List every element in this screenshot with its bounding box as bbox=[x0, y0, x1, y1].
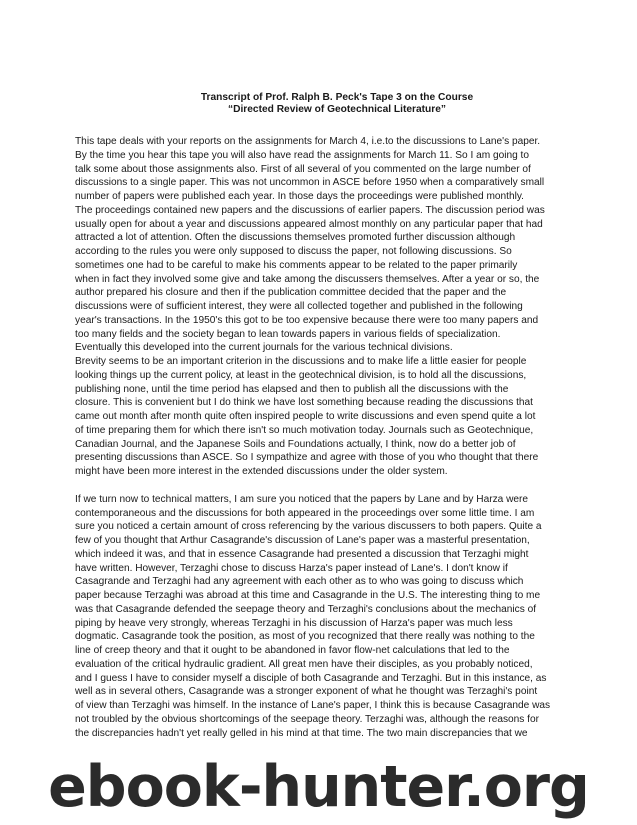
document-body bbox=[75, 135, 599, 740]
text-line: By the time you hear this tape you will also have read the assignments for March 11. So I am going to bbox=[75, 149, 529, 161]
text-line: If we turn now to technical matters, I am sure you noticed that the papers by Lane and by Harza were bbox=[75, 493, 529, 505]
text-line: of time preparing them for which there isn't so much motivation today. Journals such as Geotechnique, bbox=[75, 424, 534, 436]
text-line: evaluation of the critical hydraulic gradient. All great men have their disciples, as you probably noticed, bbox=[75, 658, 533, 670]
text-line: The proceedings contained new papers and the discussions of earlier papers. The discussion period was bbox=[75, 204, 545, 216]
text-line: publishing none, until the time period has elapsed and then to publish all the discussions with the bbox=[75, 383, 509, 395]
text-line: Brevity seems to be an important criterion in the discussions and to make life a little easier for people bbox=[75, 356, 527, 367]
text-line: dogmatic. Casagrande took the position, as most of you recognized that there really was nothing to the bbox=[75, 631, 535, 643]
text-line: sometimes one had to be careful to make his comments appear to be related to the paper primarily bbox=[75, 259, 518, 271]
text-line: the discrepancies hadn't yet really gelled in his mind at that time. The two main discrepancies that we bbox=[75, 727, 528, 739]
text-line: presenting discussions than ASCE. So I sympathize and agree with those of you who thought that there bbox=[75, 452, 539, 464]
text-line: author prepared his closure and then if the publication committee decided that the paper and the bbox=[75, 287, 507, 299]
text-line: too many fields and the society began to lean towards papers in various fields of specialization. bbox=[75, 328, 501, 340]
text-line: according to the rules you were only supposed to discuss the paper, not following discussions. So bbox=[75, 246, 512, 257]
text-line: contemporaneous and the discussions for both appeared in the proceedings over some little time. I am bbox=[75, 507, 535, 519]
text-line: Casagrande and Terzaghi had any agreement with each other as to who was going to discuss which bbox=[75, 576, 524, 588]
text-line: This tape deals with your reports on the assignments for March 4, i.e.to the discussions to Lane's paper. bbox=[75, 136, 541, 147]
text-line: well as in several others, Casagrande was a stronger exponent of what he thought was Terzaghi's point bbox=[75, 686, 538, 698]
text-line: Eventually this developed into the current journals for the various technical divisions. bbox=[75, 342, 453, 354]
text-line: Canadian Journal, and the Japanese Soils and Foundations actually, I think, now do a better job of bbox=[75, 438, 516, 450]
text-line: usually open for about a year and discussions appeared almost monthly on any particular paper that had bbox=[75, 218, 543, 230]
text-line: when in fact they involved some give and take among the discussers themselves. After a year or so, the bbox=[75, 273, 540, 285]
document-title bbox=[75, 92, 599, 116]
paragraph bbox=[75, 135, 599, 479]
text-line: piping by heave very strongly, whereas Terzaghi in his discussion of Harza's paper was much less bbox=[75, 617, 513, 629]
watermark-logo: ebook-hunter.org bbox=[48, 754, 589, 820]
text-line: discussions to a single paper. This was not uncommon in ASCE before 1950 when a comparatively small bbox=[75, 177, 545, 189]
title-line-2: “Directed Review of Geotechnical Literature” bbox=[228, 104, 446, 115]
text-line: have written. However, Terzaghi chose to discuss Harza's paper instead of Lane's. I don't know if bbox=[75, 562, 508, 574]
text-line: came out month after month quite often inspired people to write discussions and even spend quite a lot bbox=[75, 411, 536, 422]
text-line: which indeed it was, and that in essence Casagrande had presented a discussion that Terzaghi might bbox=[75, 548, 529, 560]
text-line: talk some about those assignments also. First of all several of you commented on the large number of bbox=[75, 163, 531, 175]
title-line-1: Transcript of Prof. Ralph B. Peck's Tape 3 on the Course bbox=[200, 92, 474, 103]
text-line: and I guess I have to consider myself a disciple of both Casagrande and Terzaghi. But in this instance, as bbox=[75, 672, 547, 684]
text-line: looking things up the current policy, at least in the geotechnical division, is to hold all the discussions, bbox=[75, 369, 527, 381]
text-line: sure you noticed a certain amount of cross referencing by the various discussers to both papers. Quite a bbox=[75, 521, 542, 533]
text-line: not troubled by the obvious shortcomings of the seepage theory. Terzaghi was, although the reasons for bbox=[75, 713, 539, 725]
paragraph bbox=[75, 493, 599, 741]
text-line: number of papers were published each year. In those days the proceedings were published monthly. bbox=[75, 191, 524, 202]
text-line: few of you thought that Arthur Casagrande's discussion of Lane's paper was a masterful presentation, bbox=[75, 535, 530, 546]
text-line: year's transactions. In the 1950's this got to be too expensive because there were too many papers and bbox=[75, 314, 539, 326]
text-line: closure. This is convenient but I do think we have lost something because reading the discussions that bbox=[75, 397, 533, 409]
text-line: line of creep theory and that it ought to be abandoned in favor flow-net calculations that led to the bbox=[75, 645, 510, 656]
text-line: of view than Terzaghi was himself. In the instance of Lane's paper, I think this is because Casagrande was bbox=[75, 700, 551, 711]
text-line: attracted a lot of attention. Often the discussions themselves promoted further discussion although bbox=[75, 232, 516, 244]
text-line: was that Casagrande defended the seepage theory and Terzaghi's conclusions about the mechanics of bbox=[75, 603, 537, 615]
text-line: paper because Terzaghi was abroad at this time and Casagrande in the U.S. The interesting thing to me bbox=[75, 590, 541, 601]
text-line: might have been more interest in the extended discussions under the older system. bbox=[75, 466, 448, 477]
text-line: discussions were of sufficient interest, they were all collected together and published in the following bbox=[75, 301, 523, 312]
